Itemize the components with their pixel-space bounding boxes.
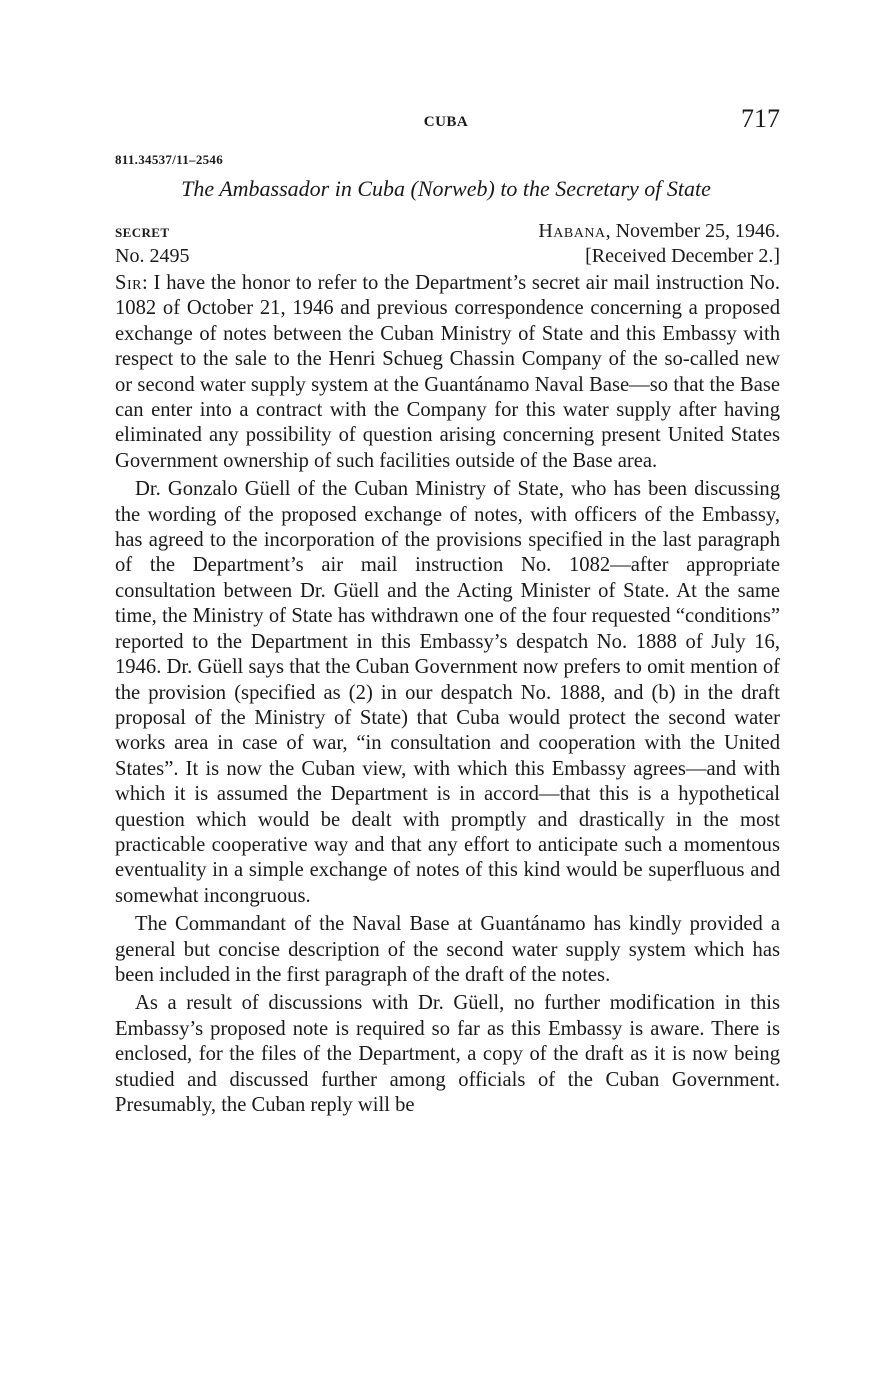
page-number: 717 [741,104,780,133]
place-name: Habana [538,220,606,242]
running-header [112,104,780,138]
paragraph-3: The Commandant of the Naval Base at Guantánamo has kindly provided a general but concise description of the second water supply system which has been included in the first paragraph of the draft of the notes. [115,913,780,986]
file-number: 811.34537/11–2546 [115,152,224,167]
paragraph-2: Dr. Gonzalo Güell of the Cuban Ministry of State, who has been discussing the wording of the proposed exchange of notes, with officers of the Embassy, has agreed to the incorporation of the provisions specified in the last paragraph of the Department’s air mail instruction No. 1082—after appropriate consultation between Dr. Güell and the Acting Minister of State. At the same time, the Ministry of State has withdrawn one of the four requested “conditions” reported to the Department in this Embassy’s despatch No. 1888 of July 16, 1946. Dr. Güell says that the Cuban Government now prefers to omit mention of the provision (specified as (2) in our despatch No. 1888, and (b) in the draft proposal of the Ministry of State) that Cuba would protect the second water works area in case of war, “in consultation and cooperation with the United States”. It is now the Cuban view, with which this Embassy agrees—and with which it is assumed the Department is in accord—that this is a hypothetical question which would be dealt with promptly and drastically in the most practicable cooperative way and that any effort to anticipate such a momentous eventuality in a simple exchange of notes of this kind would be superfluous and somewhat incongruous. [115,478,780,907]
paragraph-1 [115,271,780,474]
classification-label: SECRET [115,225,170,240]
place-date [538,220,780,243]
dispatch-date: , November 25, 1946. [605,220,780,242]
despatch-number: No. 2495 [115,245,190,267]
salutation: Sir [115,272,142,294]
document-heading: The Ambassador in Cuba (Norweb) to the Secretary of State [181,176,711,201]
received-date: [Received December 2.] [585,245,780,267]
paragraph-4: As a result of discussions with Dr. Güell, no further modification in this Embassy’s proposed note is required so far as this Embassy is aware. There is enclosed, for the files of the Department, a copy of the draft as it is now being studied and discussed further among officials of the Cuban Government. Presumably, the Cuban reply will be [115,992,780,1116]
meta-row-classification [115,220,780,246]
letter-body [115,271,780,1118]
meta-row-despatch [115,245,780,271]
paragraph-1-text: : I have the honor to refer to the Department’s secret air mail instruction No. 1082 of October 21, 1946 and previous correspondence concerning a proposed exchange of notes between the Cuban Ministry of State and this Embassy with respect to the sale to the Henri Schueg Chassin Company of the so-called new or second water supply system at the Guantánamo Naval Base—so that the Base can enter into a contract with the Company for this water supply after having eliminated any possibility of question arising concerning present United States Government ownership of such facilities outside of the Base area. [115,272,780,472]
running-title: CUBA [423,114,469,130]
